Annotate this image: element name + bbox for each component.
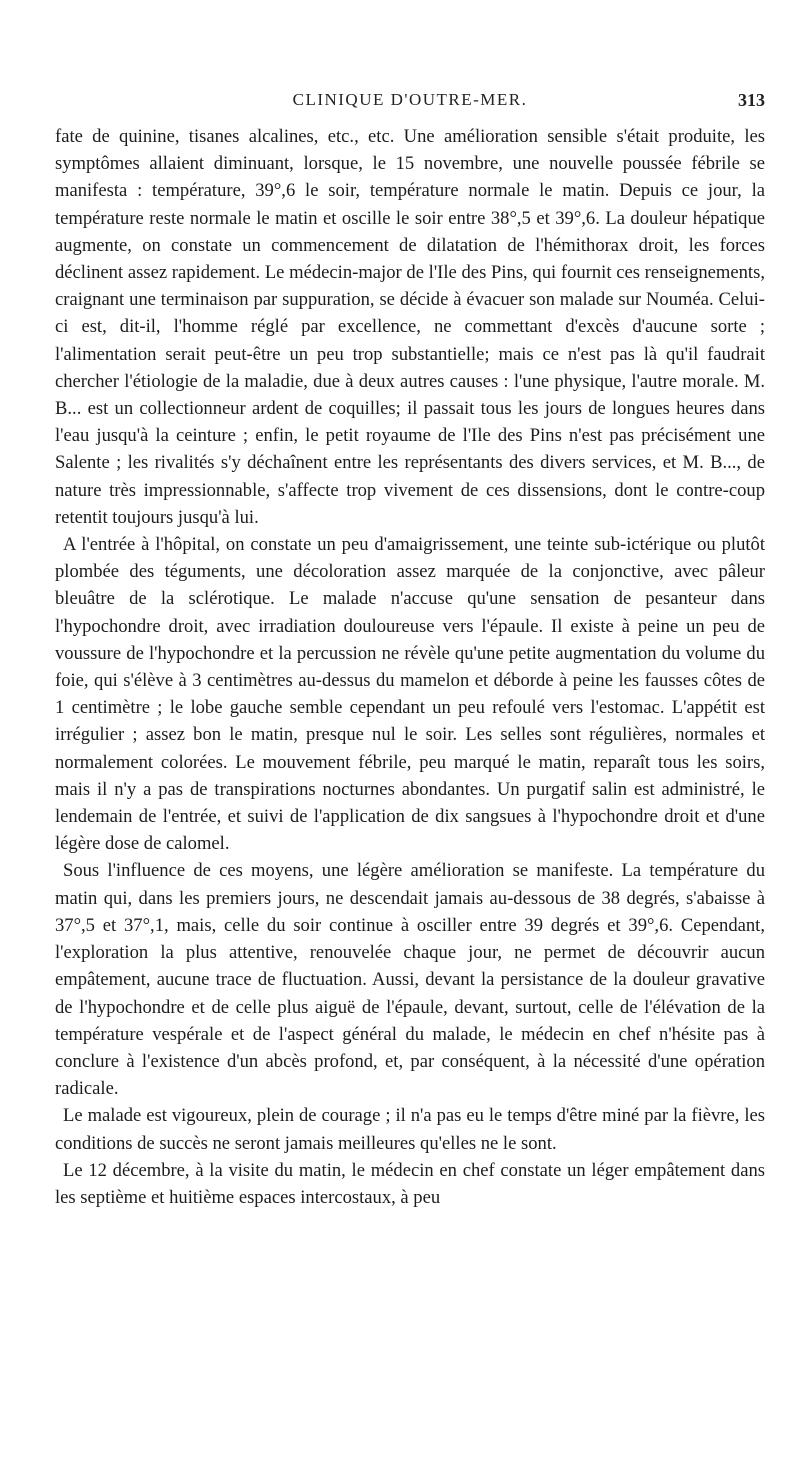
paragraph-hospital-entry: A l'entrée à l'hôpital, on constate un peu d'amaigrissement, une teinte sub-ictérique ou plutôt plombée des téguments, une décoloration assez marquée de la conjonctive, avec pâleur bleuâtre de la sclérotique. Le malade n'accuse qu'une sensation de pesanteur dans l'hypochondre droit, avec irradiation douloureuse vers l'épaule. Il existe à peine un peu de voussure de l'hypochondre et la percussion ne révèle qu'une petite augmentation du volume du foie, qui s'élève à 3 centimètres au-dessus du mamelon et déborde à peine les fausses côtes de 1 centimètre ; le lobe gauche semble cependant un peu refoulé vers l'estomac. L'appétit est irrégulier ; assez bon le matin, presque nul le soir. Les selles sont régulières, normales et normalement colorées. Le mouvement fébrile, peu marqué le matin, reparaît tous les soirs, mais il n'y a pas de transpirations nocturnes abondantes. Un purgatif salin est administré, le lendemain de l'entrée, et suivi de l'application de dix sangsues à l'hypochondre droit et d'une légère dose de calomel. [55,534,765,855]
running-title: CLINIQUE D'OUTRE-MER. [292,90,528,109]
page-number: 313 [738,90,765,110]
paragraph-december-12: Le 12 décembre, à la visite du matin, le médecin en chef constate un léger empâtement dans les septième et huitième espaces intercostaux, à peu [55,1159,765,1208]
paragraph-patient-condition: Le malade est vigoureux, plein de courage ; il n'a pas eu le temps d'être miné par la fièvre, les conditions de succès ne seront jamais meilleures qu'elles ne le sont. [55,1105,765,1154]
page-header [55,90,765,116]
paragraph-continuation: fate de quinine, tisanes alcalines, etc., etc. Une amélioration sensible s'était produite, les symptômes allaient diminuant, lorsque, le 15 novembre, une nouvelle poussée fébrile se manifesta : température, 39°,6 le soir, température normale le matin. Depuis ce jour, la température reste normale le matin et oscille le soir entre 38°,5 et 39°,6. La douleur hépatique augmente, on constate un commencement de dilatation de l'hémithorax droit, les forces déclinent assez rapidement. Le médecin-major de l'Ile des Pins, qui fournit ces renseignements, craignant une terminaison par suppuration, se décide à évacuer son malade sur Nouméa. Celui-ci est, dit-il, l'homme réglé par excellence, ne commettant d'excès d'aucune sorte ; l'alimentation serait peut-être un peu trop substantielle; mais ce n'est pas là qu'il faudrait chercher l'étiologie de la maladie, due à deux autres causes : l'une physique, l'autre morale. M. B... est un collectionneur ardent de coquilles; il passait tous les jours de longues heures dans l'eau jusqu'à la ceinture ; enfin, le petit royaume de l'Ile des Pins n'est pas précisément une Salente ; les rivalités s'y déchaînent entre les représentants des divers services, et M. B..., de nature très impressionnable, s'affecte trop vivement de ces dissensions, dont le contre-coup retentit toujours jusqu'à lui. [55,126,765,528]
body-text [55,123,765,1211]
paragraph-improvement: Sous l'influence de ces moyens, une légère amélioration se manifeste. La température du matin qui, dans les premiers jours, ne descendait jamais au-dessous de 38 degrés, s'abaisse à 37°,5 et 37°,1, mais, celle du soir continue à osciller entre 39 degrés et 39°,6. Cependant, l'exploration la plus attentive, renouvelée chaque jour, ne permet de découvrir aucun empâtement, aucune trace de fluctuation. Aussi, devant la persistance de la douleur gravative de l'hypochondre et de celle plus aiguë de l'épaule, devant, surtout, celle de l'élévation de la température vespérale et de l'aspect général du malade, le médecin en chef n'hésite pas à conclure à l'existence d'un abcès profond, et, par conséquent, à la nécessité d'une opération radicale. [55,860,765,1100]
